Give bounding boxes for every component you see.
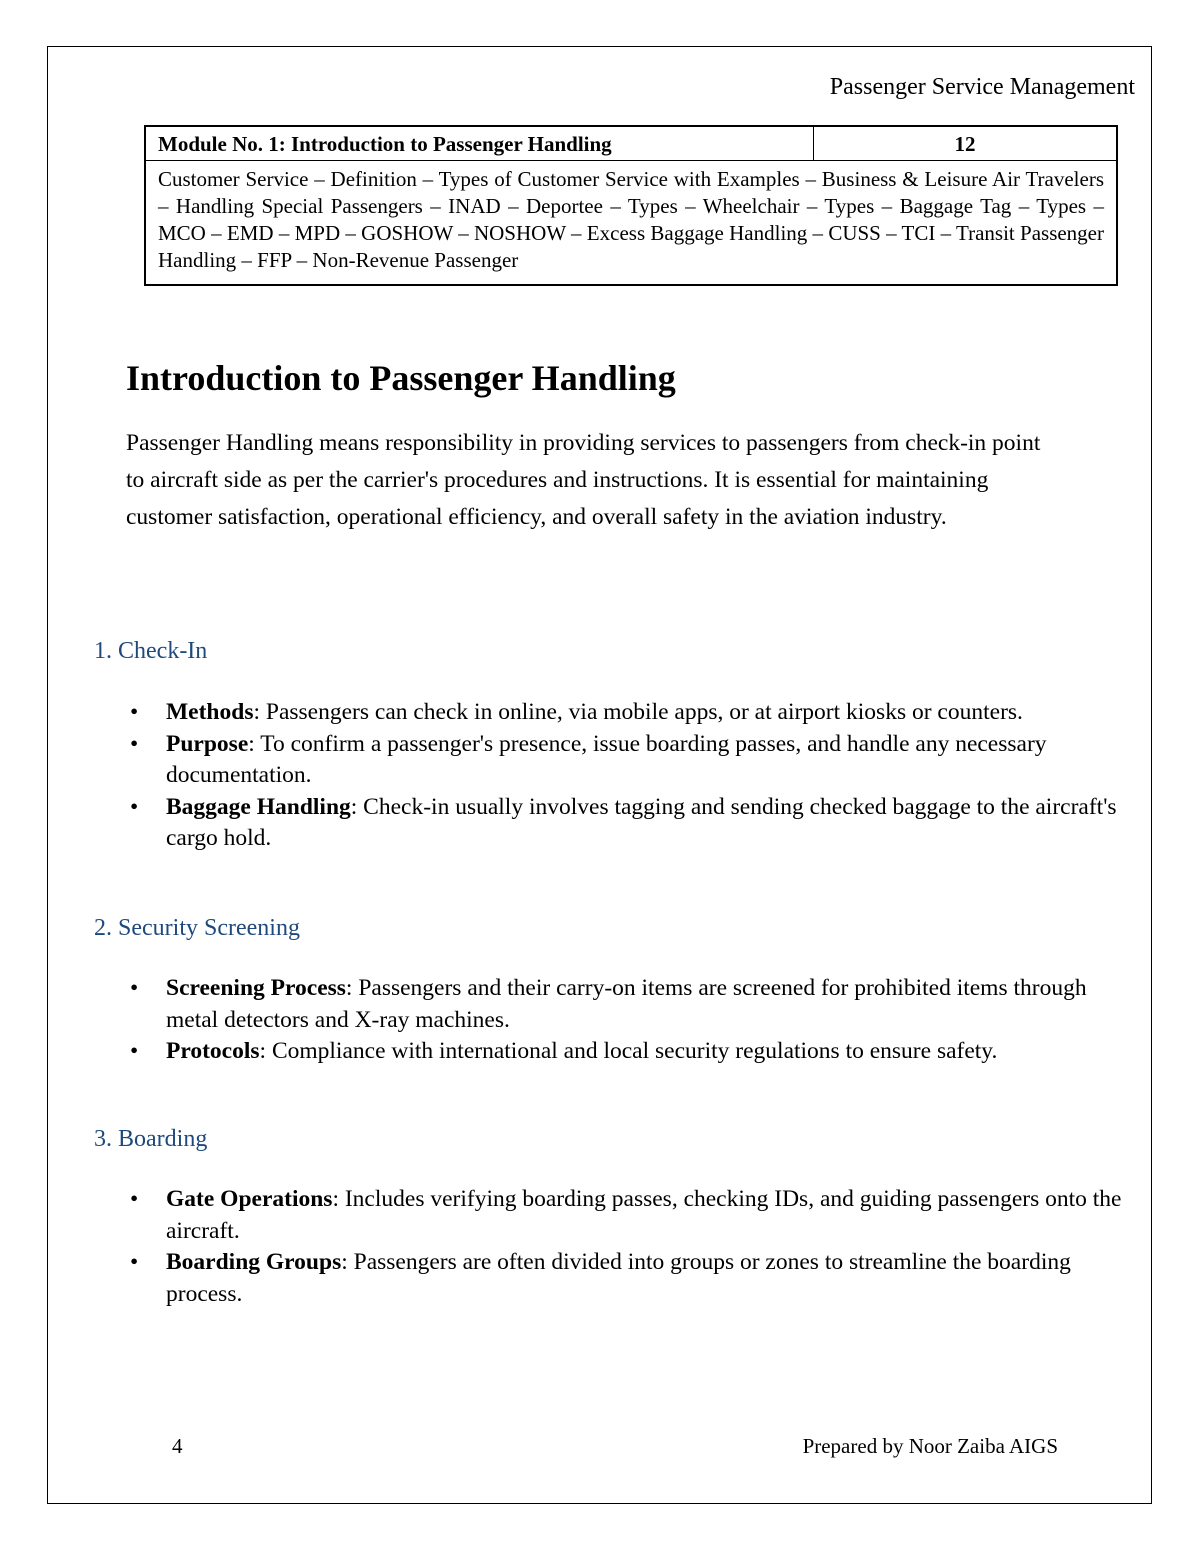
list-item-term: Purpose — [166, 730, 249, 757]
list-item — [120, 1036, 1140, 1068]
list-item — [120, 1184, 1140, 1247]
list-item-text: : Passengers and their carry-on items are screened for prohibited items through metal detectors and X-ray machines. — [166, 975, 1087, 1033]
bullet-icon: • — [130, 1249, 139, 1275]
list-item-text: : Passengers can check in online, via mobile apps, or at airport kiosks or counters. — [253, 699, 1023, 725]
module-table-description-row — [145, 161, 1117, 286]
list-item — [120, 729, 1140, 792]
list-item — [120, 792, 1140, 855]
module-table-header-row — [145, 126, 1117, 161]
bullet-icon: • — [130, 1038, 139, 1064]
list-item-text: : Passengers are often divided into groups or zones to streamline the boarding process. — [166, 1249, 1071, 1307]
check-in-list — [120, 697, 1140, 855]
bullet-icon: • — [130, 1186, 139, 1212]
module-description: Customer Service – Definition – Types of Customer Service with Examples – Business & Leisure Air Travelers – Handling Special Passengers – INAD – Deportee – Types – Wheelchair – Types – Baggage Tag – Types – MCO – EMD – MPD – GOSHOW – NOSHOW – Excess Baggage Handling – CUSS – TCI – Transit Passenger Handling – FFP – Non-Revenue Passenger — [145, 161, 1117, 286]
page-number: 4 — [172, 1434, 183, 1458]
list-item-text: : Check-in usually involves tagging and sending checked baggage to the aircraft's cargo hold. — [166, 793, 1117, 851]
bullet-icon: • — [130, 793, 139, 820]
section-heading-check-in: 1. Check-In — [94, 638, 208, 664]
running-header: Passenger Service Management — [829, 74, 1135, 100]
bullet-icon: • — [130, 730, 139, 757]
intro-paragraph: Passenger Handling means responsibility in providing services to passengers from check-in point to aircraft side as per the carrier's procedures and instructions. It is essential for maintaining customer satisfaction, operational efficiency, and overall safety in the aviation industry. — [126, 430, 1041, 530]
list-item — [120, 697, 1140, 729]
page-title: Introduction to Passenger Handling — [126, 358, 676, 398]
list-item — [120, 1247, 1140, 1310]
list-item-term: Boarding Groups — [166, 1249, 342, 1275]
bullet-icon: • — [130, 699, 139, 725]
security-screening-list — [120, 973, 1140, 1068]
module-hours: 12 — [814, 126, 1118, 161]
list-item-text: : Compliance with international and local security regulations to ensure safety. — [259, 1038, 998, 1064]
boarding-list — [120, 1184, 1140, 1310]
list-item — [120, 973, 1140, 1036]
list-item-text: : To confirm a passenger's presence, issue boarding passes, and handle any necessary documentation. — [166, 730, 1047, 788]
footer-credit: Prepared by Noor Zaiba AIGS — [802, 1434, 1058, 1458]
list-item-term: Protocols — [166, 1038, 260, 1064]
bullet-icon: • — [130, 975, 139, 1001]
list-item-text: : Includes verifying boarding passes, checking IDs, and guiding passengers onto the aircraft. — [166, 1186, 1122, 1244]
module-title: Module No. 1: Introduction to Passenger Handling — [145, 126, 814, 161]
section-heading-security-screening: 2. Security Screening — [94, 915, 300, 941]
list-item-term: Methods — [166, 699, 254, 725]
list-item-term: Gate Operations — [166, 1186, 333, 1212]
section-heading-boarding: 3. Boarding — [94, 1126, 208, 1152]
module-table — [144, 125, 1118, 286]
list-item-term: Screening Process — [166, 975, 346, 1001]
list-item-term: Baggage Handling — [166, 793, 351, 820]
